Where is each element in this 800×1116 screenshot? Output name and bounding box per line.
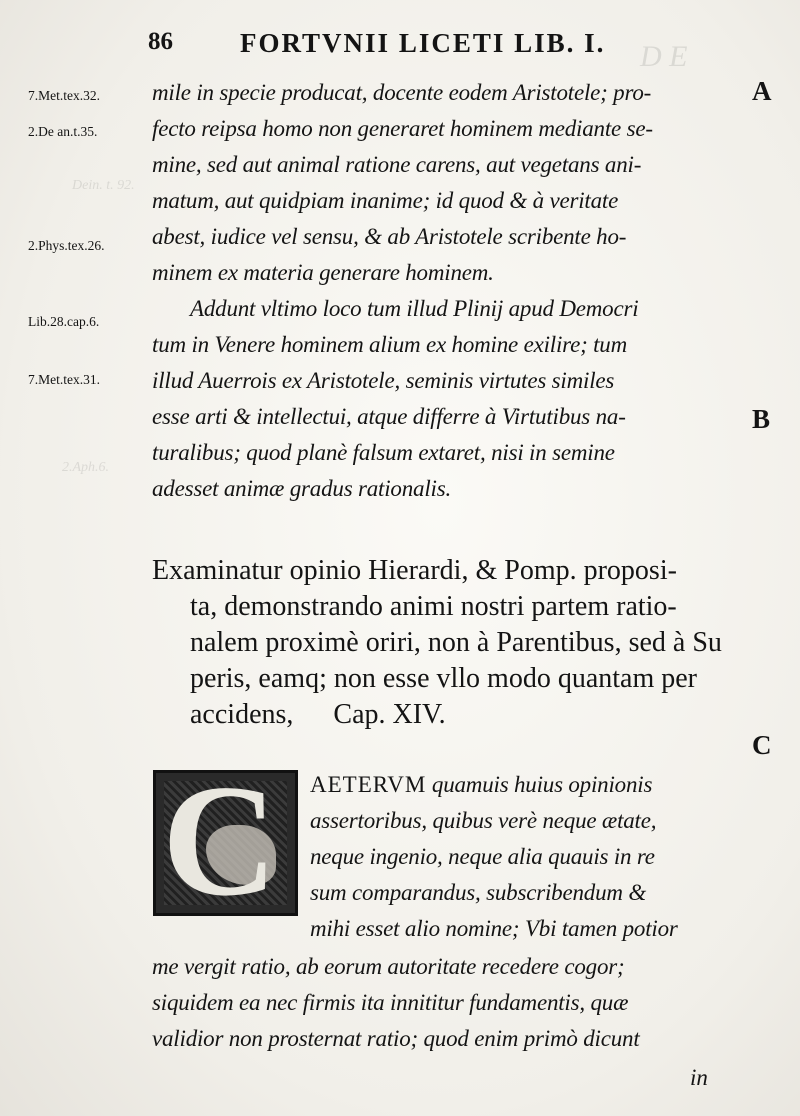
- decorated-initial: [153, 751, 298, 929]
- text-line: mile in specie producat, docente eodem Aristotele; pro-: [152, 80, 652, 105]
- catchword: in: [690, 1065, 708, 1090]
- text-line: tum in Venere hominem alium ex homine exilire; tum: [152, 332, 627, 357]
- running-title: FORTVNII LICETI LIB. I.: [240, 28, 606, 58]
- text-line: adesset animæ gradus rationalis.: [152, 476, 452, 501]
- page-number: 86: [148, 28, 173, 55]
- heading-line: [190, 698, 446, 732]
- text-line: me vergit ratio, ab eorum autoritate recedere cogor;: [152, 954, 625, 979]
- margin-note: Lib.28.cap.6.: [28, 314, 100, 329]
- section-marker-a: A: [752, 76, 772, 106]
- heading-line: Examinatur opinio Hierardi, & Pomp. proposi-: [152, 555, 677, 586]
- text-line: illud Auerrois ex Aristotele, seminis virtutes similes: [152, 368, 615, 393]
- text-line: turalibus; quod planè falsum extaret, nisi in semine: [152, 440, 615, 465]
- margin-note: 2.Phys.tex.26.: [28, 238, 105, 253]
- heading-last-line: accidens,: [190, 699, 294, 730]
- bleed-through-note: Dein. t. 92.: [72, 178, 135, 193]
- margin-note: 2.De an.t.35.: [28, 124, 98, 139]
- chapter-number: Cap. XIV.: [333, 699, 446, 730]
- initial-letter: C: [162, 751, 278, 929]
- margin-note: 7.Met.tex.32.: [28, 88, 100, 103]
- bleed-through-text: D E: [640, 40, 688, 73]
- bleed-through-note: 2.Aph.6.: [62, 460, 110, 475]
- heading-line: nalem proximè oriri, non à Parentibus, sed à Su: [190, 627, 722, 658]
- section-marker-b: B: [752, 404, 771, 434]
- text-line: esse arti & intellectui, atque differre à Virtutibus na-: [152, 404, 626, 429]
- heading-line: peris, eamq; non esse vllo modo quantam per: [190, 663, 697, 694]
- text-line: Addunt vltimo loco tum illud Plinij apud Democri: [190, 296, 639, 321]
- text-line: sum comparandus, subscribendum &: [310, 880, 647, 905]
- opening-line-rest: quamuis huius opinionis: [431, 772, 653, 797]
- text-line: abest, iudice vel sensu, & ab Aristotele scribente ho-: [152, 224, 627, 249]
- text-line: mihi esset alio nomine; Vbi tamen potior: [310, 916, 678, 941]
- text-line: matum, aut quidpiam inanime; id quod & à veritate: [152, 188, 619, 213]
- text-line: validior non prosternat ratio; quod enim primò dicunt: [152, 1026, 640, 1051]
- page-header: [148, 28, 748, 64]
- text-line: fecto reipsa homo non generaret hominem mediante se-: [152, 116, 653, 141]
- text-line: assertoribus, quibus verè neque ætate,: [310, 808, 657, 833]
- text-line: neque ingenio, neque alia quauis in re: [310, 844, 655, 869]
- text-line: [310, 770, 750, 800]
- text-line: siquidem ea nec firmis ita innititur fundamentis, quæ: [152, 990, 629, 1015]
- section-marker-c: C: [752, 730, 772, 760]
- text-line: minem ex materia generare hominem.: [152, 260, 494, 285]
- margin-note: 7.Met.tex.31.: [28, 372, 100, 387]
- opening-word: AETERVM: [310, 772, 427, 797]
- heading-line: ta, demonstrando animi nostri partem ratio-: [190, 591, 677, 622]
- text-line: mine, sed aut animal ratione carens, aut vegetans ani-: [152, 152, 642, 177]
